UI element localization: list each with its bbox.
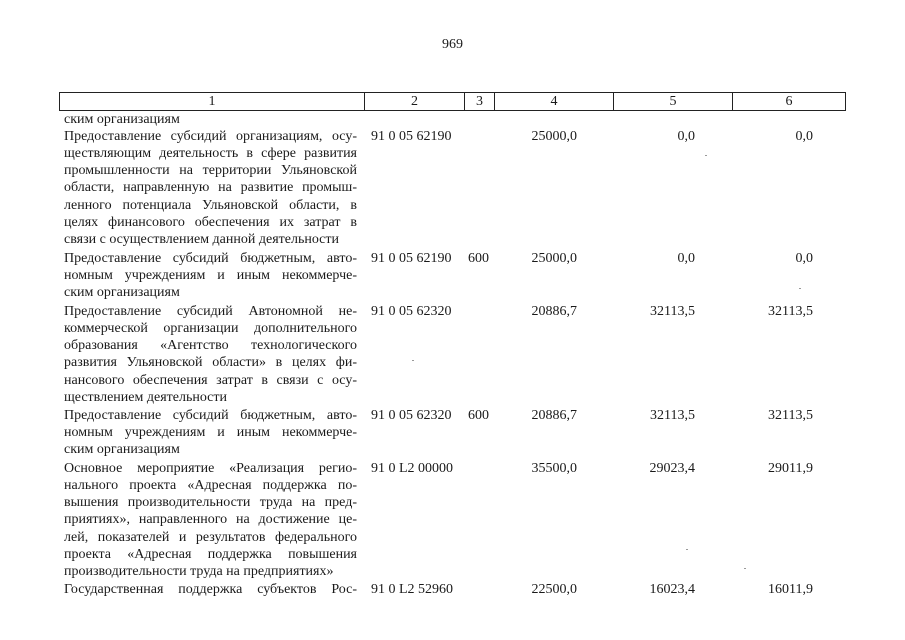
description-line: Основное мероприятие «Реализация регио- [64,461,357,476]
description-line: ленного потенциала Ульяновской области, в [64,197,357,213]
target-article-code: 91 0 L2 00000 [371,461,454,476]
scan-speck [705,155,707,156]
target-article-code: 91 0 05 62320 [371,408,452,423]
description-line: лей, показателей и результатов федерального [64,529,357,545]
description-line: ществлением деятельности [64,389,228,405]
description-line: нансового обеспечения затрат в связи с осу- [64,372,357,388]
description-line: Предоставление субсидий бюджетным, авто- [64,251,357,266]
amount-col-6: 32113,5 [768,304,813,319]
expense-type-code: 600 [468,251,489,266]
amount-col-5: 32113,5 [650,408,695,423]
row-description [64,128,357,248]
amount-col-4: 25000,0 [531,251,577,266]
expense-type-code: 600 [468,408,489,423]
target-article-code: 91 0 05 62190 [371,251,452,266]
amount-col-4: 35500,0 [531,461,577,476]
row-description [64,111,357,128]
description-line: развития Ульяновской области» в целях фи- [64,355,357,371]
description-line: коммерческой организации дополнительного [64,321,357,337]
description-line: вышения производительности труда на пред- [64,495,357,511]
amount-col-5: 29023,4 [649,461,695,476]
amount-col-4: 20886,7 [531,304,577,319]
header-col-5: 5 [669,94,677,109]
amount-col-5: 16023,4 [649,582,695,597]
amount-col-4: 25000,0 [531,129,577,144]
description-line: ским организациям [64,112,180,127]
amount-col-5: 0,0 [677,251,695,266]
row-description [64,407,357,458]
description-line: нального проекта «Адресная поддержка по- [64,478,357,494]
header-col-4: 4 [550,94,558,109]
description-line: Государственная поддержка субъектов Рос- [64,582,357,597]
header-col-6: 6 [785,94,793,109]
description-line: Предоставление субсидий бюджетным, авто- [64,408,357,423]
amount-col-6: 29011,9 [768,461,813,476]
table-header [59,92,846,111]
scan-speck [744,568,746,569]
row-description [64,581,357,598]
amount-col-6: 16011,9 [768,582,813,597]
page-number: 969 [442,37,463,52]
description-line: Предоставление субсидий Автономной не- [64,304,357,319]
scan-speck [686,549,688,550]
description-line: промышленности на территории Ульяновской [64,163,357,179]
scan-speck [412,360,414,361]
header-col-1: 1 [208,94,216,109]
description-line: целях финансового обеспечения их затрат в [64,214,357,230]
description-line: номным учреждениям и иным некоммерче- [64,268,357,284]
row-description [64,460,357,580]
description-line: ским организациям [64,442,180,458]
row-description [64,250,357,301]
description-line: производительности труда на предприятиях» [64,563,334,579]
description-line: связи с осуществлением данной деятельности [64,231,340,247]
amount-col-4: 20886,7 [531,408,577,423]
target-article-code: 91 0 05 62320 [371,304,452,319]
row-description [64,303,357,406]
amount-col-5: 0,0 [677,129,695,144]
amount-col-6: 0,0 [795,129,813,144]
description-line: проекта «Адресная поддержка повышения [64,546,357,562]
header-col-3: 3 [476,94,483,109]
description-line: области, направленную на развитие промыш- [64,180,357,196]
description-line: ским организациям [64,285,180,301]
target-article-code: 91 0 05 62190 [371,129,452,144]
description-line: ществляющим деятельность в сфере развития [64,146,357,162]
amount-col-4: 22500,0 [531,582,577,597]
amount-col-6: 0,0 [795,251,813,266]
description-line: номным учреждениям и иным некоммерче- [64,425,357,441]
target-article-code: 91 0 L2 52960 [371,582,454,597]
amount-col-6: 32113,5 [768,408,813,423]
amount-col-5: 32113,5 [650,304,695,319]
description-line: образования «Агентство технологического [64,338,357,354]
scan-speck [799,288,801,289]
description-line: Предоставление субсидий организациям, осу- [64,129,357,144]
header-col-2: 2 [411,94,418,109]
description-line: приятиях», направленного на достижение це- [64,512,357,528]
